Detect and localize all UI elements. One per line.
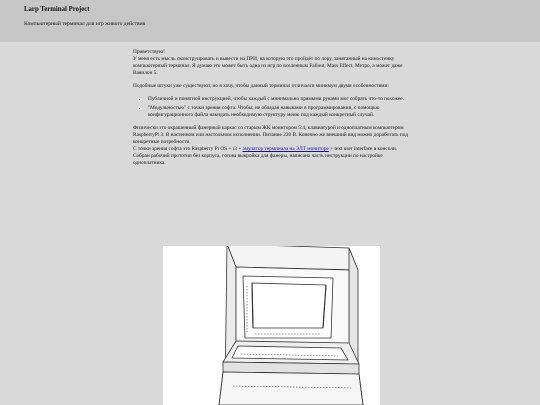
site-header	[0, 0, 540, 42]
details-line-2-suffix: + text user interface в консоли.	[328, 146, 398, 153]
site-title: Larp Terminal Project	[24, 6, 90, 13]
details-line-3: Собран рабочий прототип без корпуса, готова выкройка для фанеры, написана часть инструкции по настройке одноплатника.	[133, 153, 383, 167]
crt-emulator-link[interactable]: эмулятор терминала на ЭЛТ мониторе	[242, 146, 329, 153]
list-item: • "Модульностью" с точки зрения софта. Чтобы, не обладая навыками в программировании, с помощью конфигурационного файла накидать необходимую структуру меню под каждый конкретный случай.	[148, 105, 412, 119]
features-lead: Подобные штуки уже существуют, но я хочу, чтобы данный терминал отличался минимум двумя особенностями:	[133, 83, 389, 90]
site-subtitle: Компьютерный терминал для игр живого действия	[24, 21, 146, 27]
intro-text: У меня есть мысль сконструировать и вывести на ПРИ, на которую это пройдёт по лору, занятанный на киностенку компьютерный терминал. Я думаю это может быть одна из игр по вселенным Fallout, Mass Effect, Метро, а может даже Вавилон 5.	[133, 56, 403, 77]
list-item: • Публичной и понятной инструкцией, чтобы каждый с минимально прямыми руками мог собрать что-то похожее.	[148, 96, 412, 103]
details-line-1: Физически это окрашенный фанерный каркас со старым ЖК монитором 5:4, клавиатурой и одноплатным компьютером RaspberryPi 3. В настенном или настольном исполнении. Питание 220 В. Конечно же внешний вид можно доработать под конкретные потребности.	[133, 124, 408, 145]
details-line-2-prefix: С точки зрения софта это Raspberry Pi OS + i3 +	[133, 146, 243, 153]
greeting: Приветствую!	[133, 49, 165, 55]
intro-paragraph	[133, 49, 412, 77]
details-paragraph	[133, 125, 412, 168]
main-content	[133, 49, 412, 173]
cabinet-sketch	[163, 246, 380, 405]
terminal-cabinet-drawing	[163, 246, 380, 405]
features-list	[133, 96, 412, 118]
